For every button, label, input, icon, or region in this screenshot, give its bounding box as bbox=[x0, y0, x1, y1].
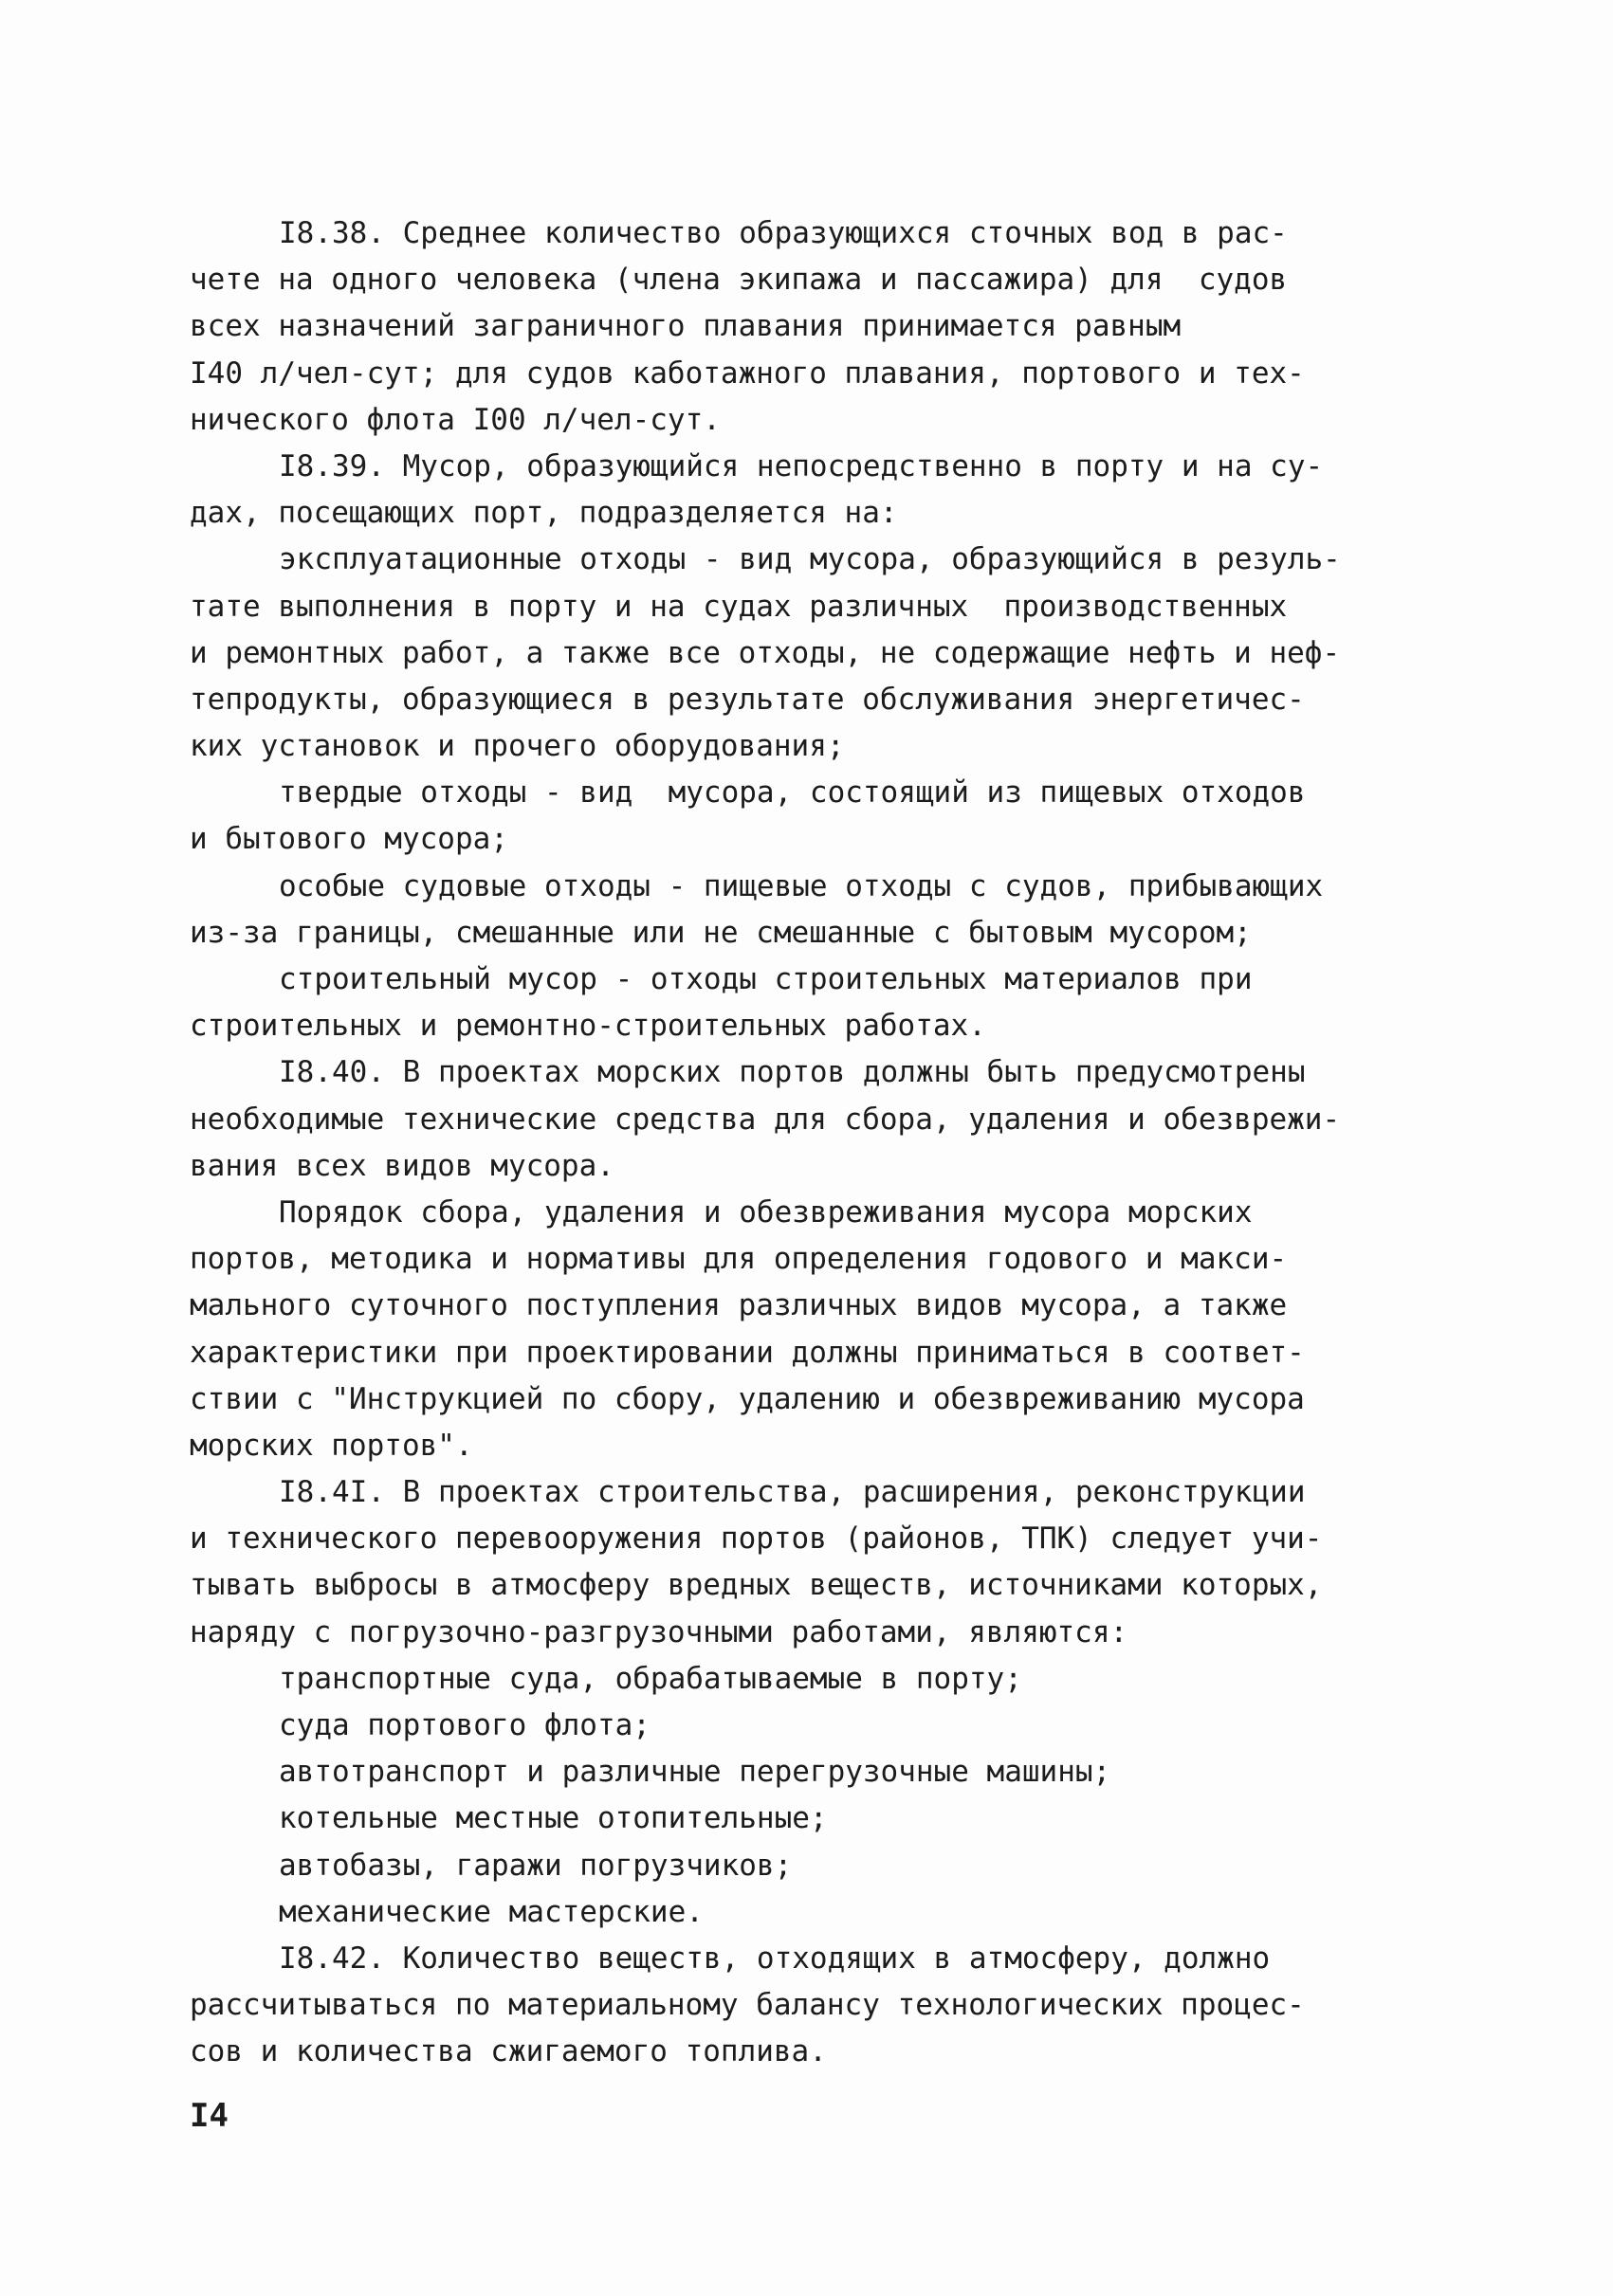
text-line: автотранспорт и различные перегрузочные машины; bbox=[279, 1755, 1111, 1790]
text-line: тывать выбросы в атмосферу вредных веществ, источниками которых, bbox=[190, 1568, 1323, 1603]
text-line: чете на одного человека (члена экипажа и пассажира) для судов bbox=[190, 263, 1288, 298]
text-line: котельные местные отопительные; bbox=[279, 1801, 828, 1836]
text-line: суда портового флота; bbox=[279, 1708, 651, 1742]
text-line: твердые отходы - вид мусора, состоящий из пищевых отходов bbox=[279, 775, 1306, 811]
text-line: транспортные суда, обрабатываемые в порту; bbox=[279, 1661, 1022, 1696]
text-line: ствии с "Инструкцией по сбору, удалению и обезвреживанию мусора bbox=[190, 1381, 1305, 1416]
text-line: Порядок сбора, удаления и обезвреживания мусора морских bbox=[279, 1194, 1253, 1230]
text-line: и технического перевооружения портов (районов, ТПК) следует учи- bbox=[190, 1522, 1323, 1557]
text-line: вания всех видов мусора. bbox=[190, 1148, 614, 1183]
text-line: I8.4I. В проектах строительства, расширения, реконструкции bbox=[279, 1475, 1306, 1510]
page-number: I4 bbox=[190, 2097, 229, 2135]
text-line: I8.42. Количество веществ, отходящих в атмосферу, должно bbox=[279, 1941, 1271, 1976]
text-line: морских портов". bbox=[190, 1428, 473, 1463]
text-line: строительных и ремонтно-строительных работах. bbox=[190, 1009, 986, 1044]
text-line: I8.39. Мусор, образующийся непосредственно в порту и на су- bbox=[279, 448, 1324, 483]
text-line: эксплуатационные отходы - вид мусора, образующийся в резуль- bbox=[279, 542, 1341, 577]
text-line: I40 л/чел-сут; для судов каботажного плавания, портового и тех- bbox=[190, 355, 1305, 391]
text-line: строительный мусор - отходы строительных материалов при bbox=[279, 962, 1253, 996]
text-line: портов, методика и нормативы для определения годового и макси- bbox=[190, 1242, 1288, 1277]
text-line: дах, посещающих порт, подразделяется на: bbox=[190, 496, 898, 531]
text-line: механические мастерские. bbox=[279, 1894, 704, 1929]
text-line: I8.38. Среднее количество образующихся сточных вод в рас- bbox=[279, 216, 1288, 250]
text-line: особые судовые отходы - пищевые отходы с судов, прибывающих bbox=[279, 868, 1324, 903]
text-line: из-за границы, смешанные или не смешанные с бытовым мусором; bbox=[190, 915, 1252, 950]
text-line: рассчитываться по материальному балансу технологических процес- bbox=[190, 1988, 1305, 2023]
text-line: характеристики при проектировании должны приниматься в соответ- bbox=[190, 1335, 1305, 1370]
document-body bbox=[190, 210, 1422, 2076]
text-line: ких установок и прочего оборудования; bbox=[190, 729, 845, 764]
text-line: автобазы, гаражи погрузчиков; bbox=[279, 1848, 793, 1883]
text-line: и бытового мусора; bbox=[190, 822, 508, 857]
text-line: мального суточного поступления различных видов мусора, а также bbox=[190, 1288, 1288, 1323]
text-line: нического флота I00 л/чел-сут. bbox=[190, 402, 721, 437]
text-line: необходимые технические средства для сбора, удаления и обезврежи- bbox=[190, 1102, 1341, 1137]
text-line: и ремонтных работ, а также все отходы, не содержащие нефть и неф- bbox=[190, 635, 1341, 670]
text-line: I8.40. В проектах морских портов должны быть предусмотрены bbox=[279, 1055, 1306, 1090]
text-line: тате выполнения в порту и на судах различных производственных bbox=[190, 589, 1288, 624]
text-line: сов и количества сжигаемого топлива. bbox=[190, 2034, 827, 2069]
text-line: всех назначений заграничного плавания принимается равным bbox=[190, 309, 1182, 344]
text-line: тепродукты, образующиеся в результате обслуживания энергетичес- bbox=[190, 682, 1305, 717]
text-line: наряду с погрузочно-разгрузочными работами, являются: bbox=[190, 1614, 1128, 1649]
